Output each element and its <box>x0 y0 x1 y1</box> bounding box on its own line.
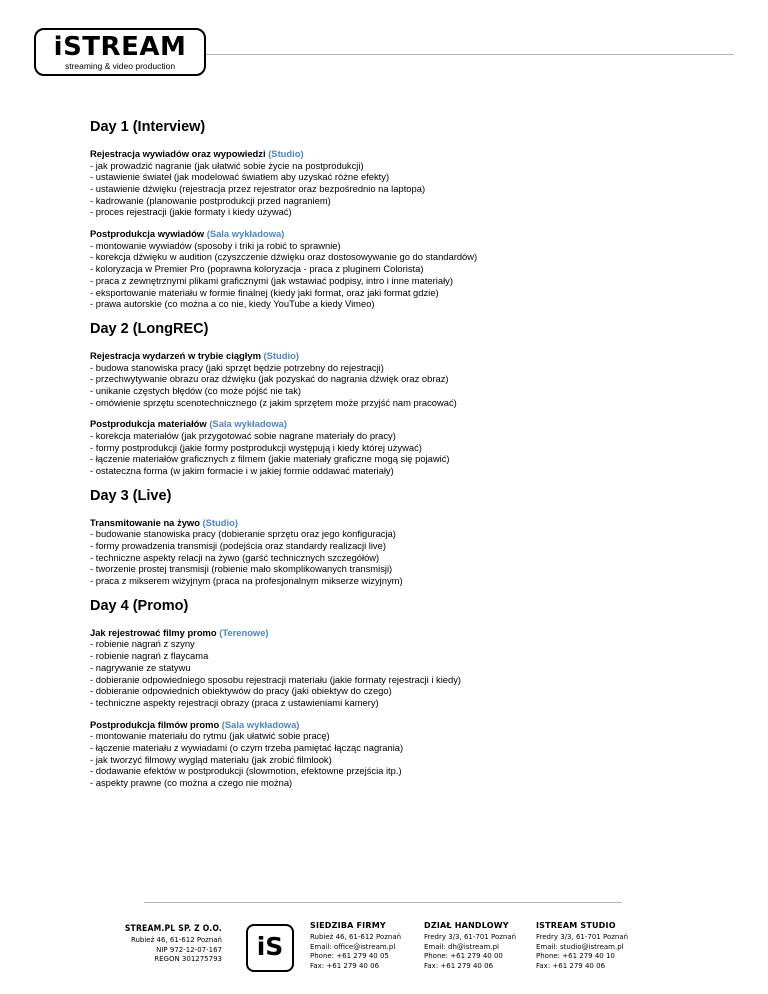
day-block <box>90 487 710 587</box>
section-title <box>90 627 710 639</box>
agenda-item: - korekcja materiałów (jak przygotować sobie nagrane materiały do pracy) <box>90 429 396 441</box>
section-title <box>90 350 710 362</box>
footer-fax: Fax: +61 279 40 06 <box>310 961 380 970</box>
section-title-text: Postprodukcja wywiadów <box>90 228 205 240</box>
agenda-item: - łączenie materiału z wywiadami (o czym trzeba pamiętać łącząc nagrania) <box>90 741 404 753</box>
document-body <box>90 118 710 799</box>
agenda-item: - koloryzacja w Premier Pro (poprawna koloryzacja - praca z pluginem Colorista) <box>90 263 424 275</box>
agenda-item: - formy postprodukcji (jakie formy postprodukcji występują i kiedy której używać) <box>90 441 422 453</box>
agenda-item: - jak tworzyć filmowy wygląd materiału (jak zrobić filmlook) <box>90 753 332 765</box>
day-block <box>90 320 710 477</box>
agenda-item: - tworzenie prostej transmisji (robienie mało skomplikowanych transmisji) <box>90 563 393 575</box>
header-divider <box>206 54 734 55</box>
agenda-item: - ustawienie świateł (jak modelować światłem aby uzyskać różne efekty) <box>90 171 390 183</box>
day-block <box>90 118 710 310</box>
section-location: (Sala wykładowa) <box>221 718 300 730</box>
footer-phone: Phone: +61 279 40 05 <box>310 952 389 960</box>
agenda-item: - prawa autorskie (co można a co nie, kiedy YouTube a kiedy Vimeo) <box>90 298 375 310</box>
agenda-item: - montowanie wywiadów (sposoby i triki ja robić to sprawnie) <box>90 239 341 251</box>
footer-fax: Fax: +61 279 40 06 <box>536 961 606 970</box>
logo-wordmark: iSTREAM <box>53 32 187 62</box>
footer-phone: Phone: +61 279 40 00 <box>424 952 503 960</box>
agenda-item: - robienie nagrań z flaycama <box>90 650 209 662</box>
footer-column-studio <box>536 920 628 971</box>
agenda-section <box>90 719 710 789</box>
day-heading: Day 3 (Live) <box>90 487 172 504</box>
agenda-item: - kadrowanie (planowanie postprodukcji przed nagraniem) <box>90 194 331 206</box>
footer-address: Fredry 3/3, 61-701 Poznań <box>424 933 517 941</box>
agenda-section <box>90 517 710 587</box>
agenda-item: - praca z zewnętrznymi plikami graficznymi (jak wstawiać podpisy, intro i inne materiały) <box>90 274 453 286</box>
agenda-section <box>90 627 710 709</box>
section-location: (Studio) <box>202 516 238 528</box>
agenda-section <box>90 418 710 476</box>
footer-phone: Phone: +61 279 40 10 <box>536 952 615 960</box>
company-name: STREAM.PL SP. Z O.O. <box>124 924 222 934</box>
company-info <box>110 924 222 965</box>
agenda-item: - budowa stanowiska pracy (jaki sprzęt będzie potrzebny do rejestracji) <box>90 361 384 373</box>
agenda-item: - łączenie materiałów graficznych z filmem (jakie materiały graficzne mogą się pojawić) <box>90 453 450 465</box>
agenda-item: - montowanie materiału do rytmu (jak ułatwić sobie pracę) <box>90 730 330 742</box>
footer-address: Fredry 3/3, 61-701 Poznań <box>536 933 629 941</box>
section-title <box>90 228 710 240</box>
day-heading: Day 2 (LongREC) <box>90 320 209 337</box>
agenda-item: - techniczne aspekty rejestracji obrazy (praca z ustawieniami kamery) <box>90 696 379 708</box>
section-location: (Sala wykładowa) <box>209 418 287 430</box>
agenda-section <box>90 228 710 310</box>
agenda-item: - robienie nagrań z szyny <box>90 638 195 650</box>
section-title-text: Jak rejestrować filmy promo <box>90 626 217 638</box>
istream-logo <box>34 28 206 76</box>
agenda-item: - dodawanie efektów w postprodukcji (slowmotion, efektowne przejścia itp.) <box>90 765 402 777</box>
footer-email[interactable]: Email: studio@istream.pl <box>536 942 624 951</box>
agenda-item: - ustawienie dźwięku (rejestracja przez rejestrator oraz bezpośrednio na laptopa) <box>90 183 426 194</box>
day-block <box>90 597 710 789</box>
section-title <box>90 418 710 430</box>
page-header <box>34 28 734 80</box>
agenda-section <box>90 350 710 408</box>
footer-column-headquarters <box>310 920 401 971</box>
section-title-text: Rejestracja wywiadów oraz wypowiedzi <box>90 148 266 159</box>
footer-column-sales <box>424 920 516 971</box>
page-footer <box>0 920 768 980</box>
agenda-item: - jak prowadzić nagranie (jak ułatwić sobie życie na postprodukcji) <box>90 159 364 171</box>
agenda-section <box>90 148 710 218</box>
section-location: (Terenowe) <box>219 626 269 638</box>
company-nip: NIP 972-12-07-167 <box>156 945 222 954</box>
section-title <box>90 719 710 731</box>
section-location: (Studio) <box>268 148 304 159</box>
agenda-item: - eksportowanie materiału w formie finalnej (kiedy jaki format, oraz jaki format gdzie) <box>90 286 439 298</box>
section-title-text: Rejestracja wydarzeń w trybie ciągłym <box>90 349 261 361</box>
agenda-item: - korekcja dźwięku w audition (czyszczenie dźwięku oraz dostosowywanie go do standardów) <box>90 251 478 263</box>
section-title-text: Postprodukcja filmów promo <box>90 718 220 730</box>
agenda-item: - ostateczna forma (w jakim formacie i w jakiej formie oddawać materiały) <box>90 465 394 477</box>
agenda-item: - nagrywanie ze statywu <box>90 661 191 673</box>
section-title-text: Transmitowanie na żywo <box>90 516 200 528</box>
footer-column-title: SIEDZIBA FIRMY <box>310 921 386 930</box>
company-regon: REGON 301275793 <box>154 955 222 963</box>
section-location: (Sala wykładowa) <box>206 228 285 240</box>
section-title <box>90 148 710 160</box>
agenda-item: - dobieranie odpowiednich obiektywów do pracy (jaki obiektyw do czego) <box>90 685 392 697</box>
agenda-item: - omówienie sprzętu scenotechnicznego (z jakim sprzętem może przyjść nam pracować) <box>90 396 457 408</box>
section-title-text: Postprodukcja materiałów <box>90 418 207 430</box>
agenda-item: - praca z mikserem wizyjnym (praca na profesjonalnym mikserze wizyjnym) <box>90 575 403 587</box>
agenda-item: - formy prowadzenia transmisji (podejścia oraz standardy realizacji live) <box>90 540 386 552</box>
company-address: Rubież 46, 61-612 Poznań <box>130 936 222 944</box>
footer-column-title: ISTREAM STUDIO <box>536 921 616 930</box>
footer-email[interactable]: Email: dh@istream.pl <box>424 942 499 951</box>
day-heading: Day 4 (Promo) <box>90 597 189 614</box>
footer-address: Rubież 46, 61-612 Poznań <box>310 933 402 941</box>
agenda-item: - budowanie stanowiska pracy (dobieranie sprzętu oraz jego konfiguracja) <box>90 528 396 540</box>
section-location: (Studio) <box>263 349 299 361</box>
agenda-item: - aspekty prawne (co można a czego nie można) <box>90 777 293 789</box>
day-heading: Day 1 (Interview) <box>90 119 206 135</box>
section-title <box>90 517 710 529</box>
agenda-item: - unikanie częstych błędów (co może pójść nie tak) <box>90 384 302 396</box>
agenda-item: - przechwytywanie obrazu oraz dźwięku (jak pozyskać do nagrania dźwięk oraz obraz) <box>90 373 449 385</box>
footer-fax: Fax: +61 279 40 06 <box>424 961 494 970</box>
agenda-item: - techniczne aspekty relacji na żywo (garść technicznych szczegółów) <box>90 551 380 563</box>
agenda-item: - dobieranie odpowiedniego sposobu rejestracji materiału (jakie formaty rejestracji i kiedy) <box>90 673 462 685</box>
footer-column-title: DZIAŁ HANDLOWY <box>424 921 509 930</box>
footer-divider <box>144 902 622 903</box>
agenda-item: - proces rejestracji (jakie formaty i kiedy używać) <box>90 206 292 218</box>
footer-email[interactable]: Email: office@istream.pl <box>310 942 396 951</box>
is-logo: iS <box>246 924 294 972</box>
logo-tagline: streaming & video production <box>64 61 176 71</box>
